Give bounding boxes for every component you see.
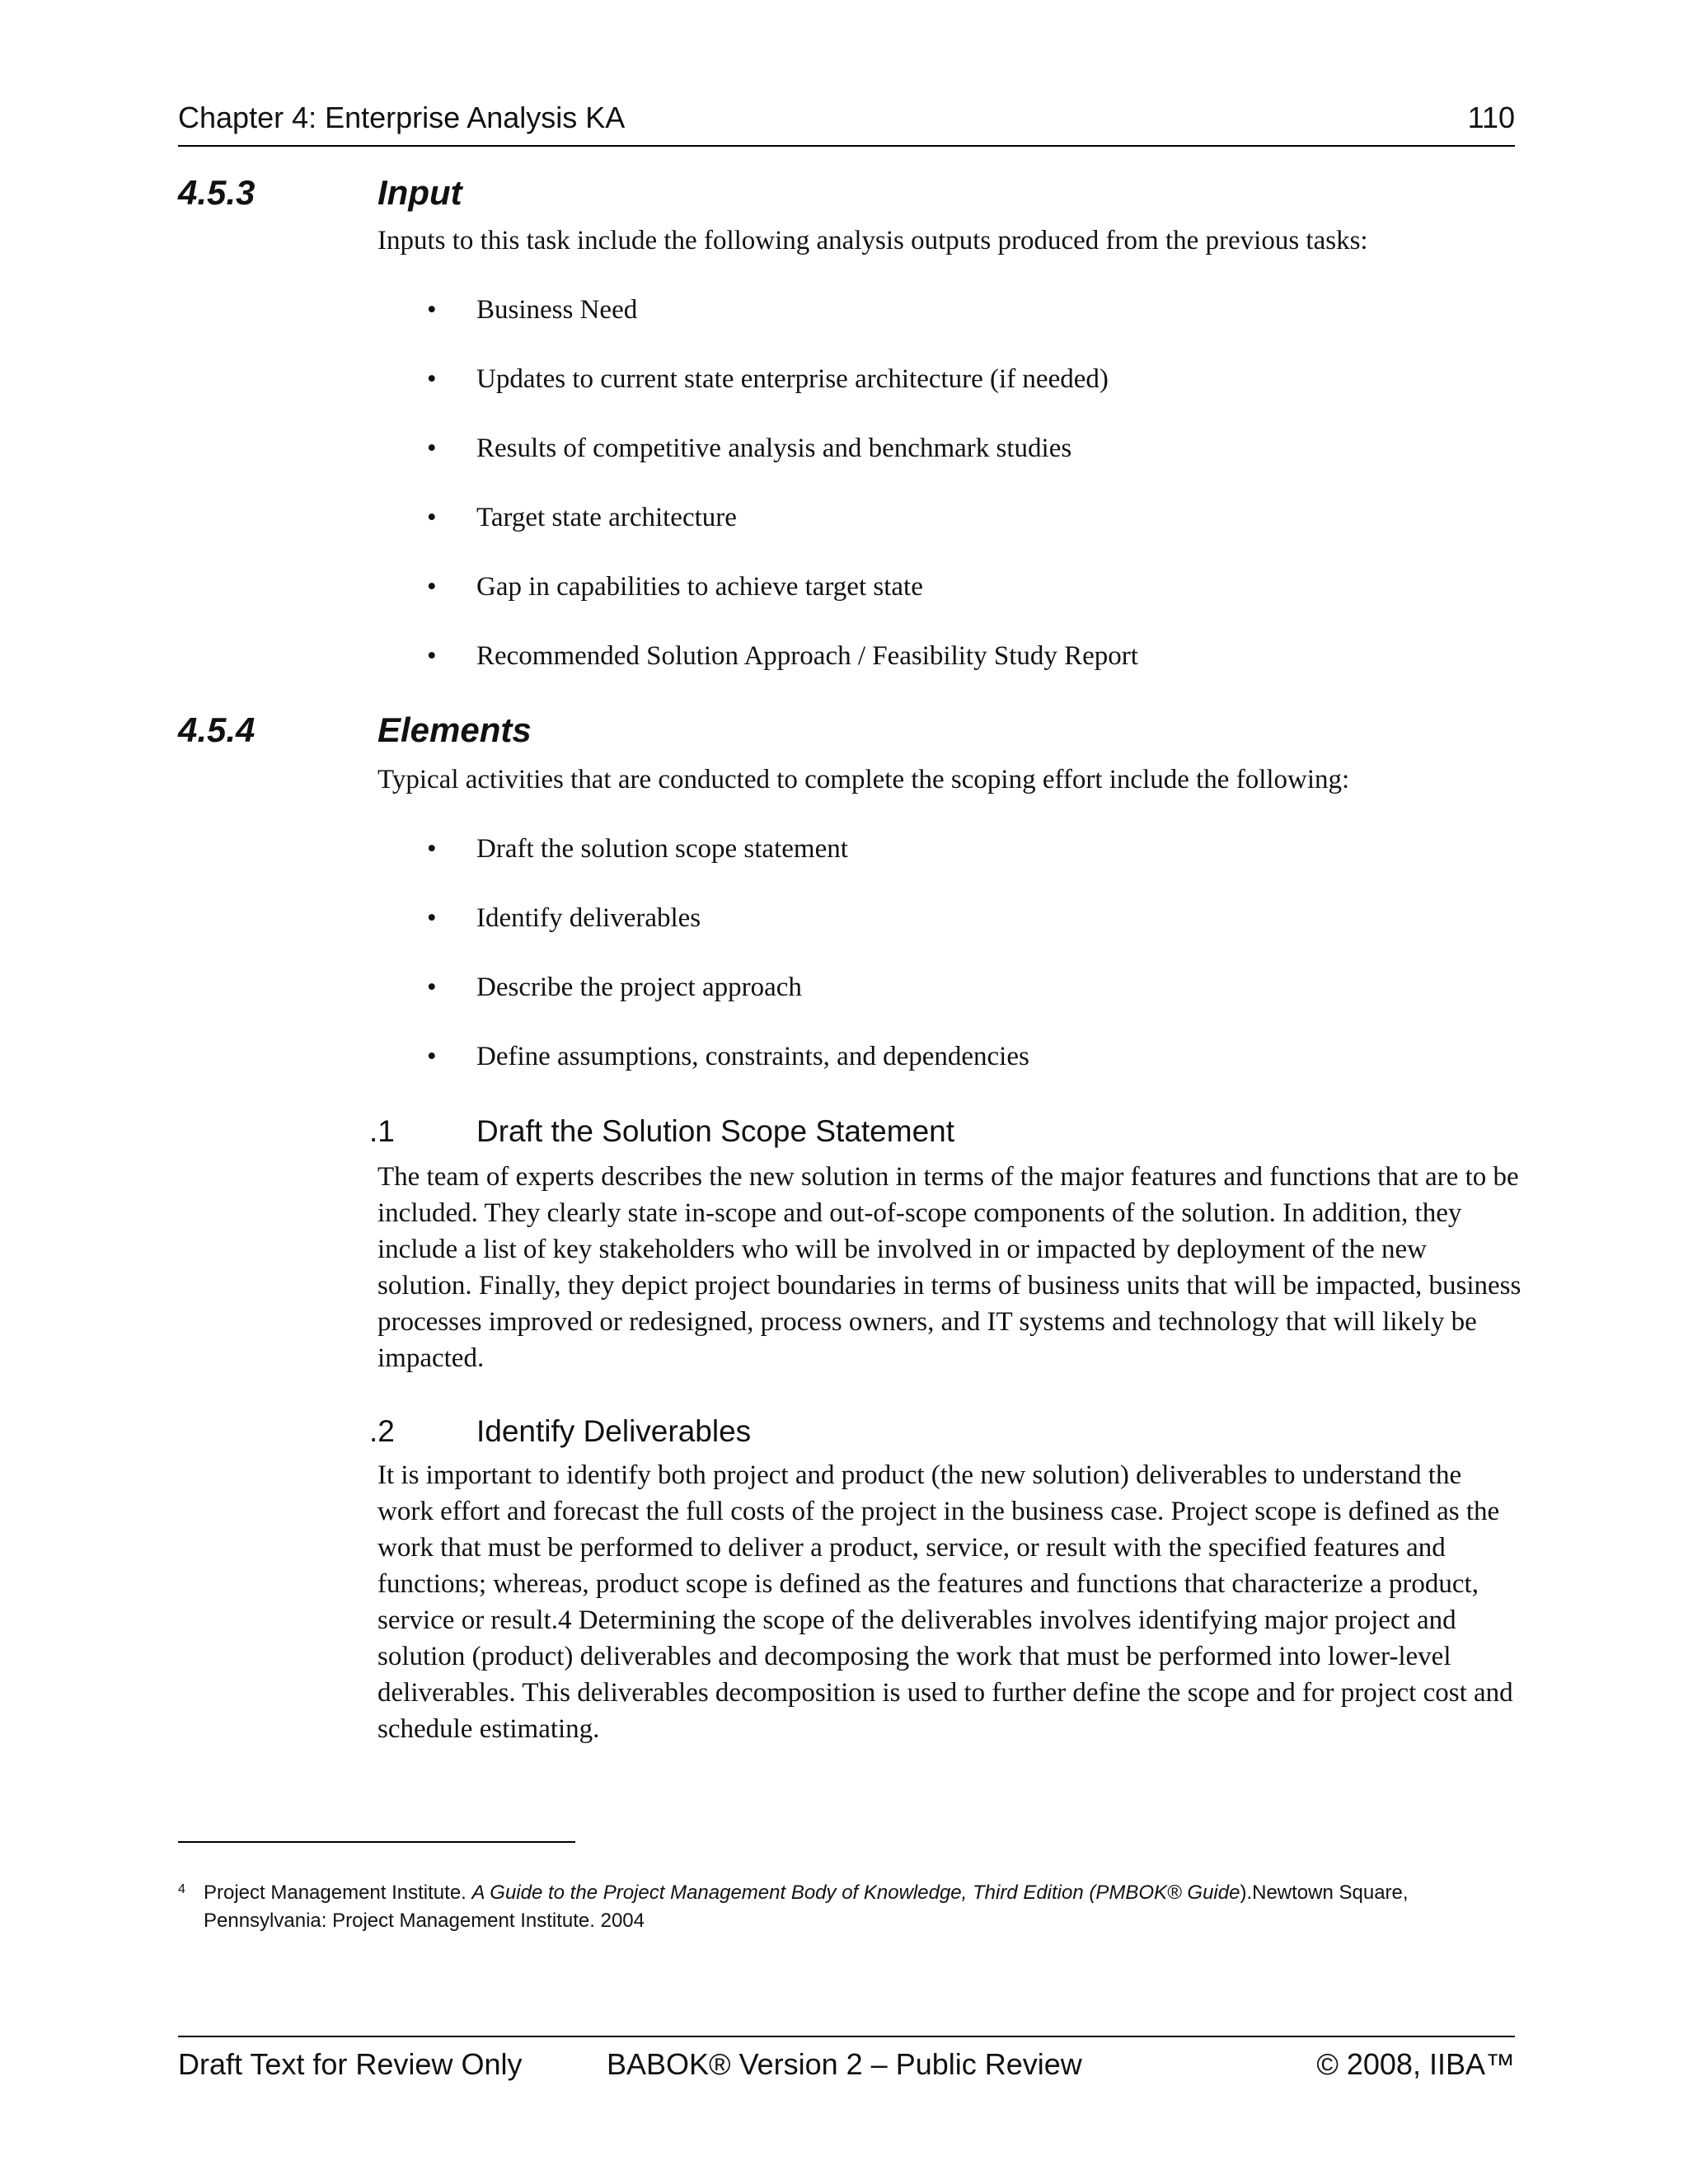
list-item: • Business Need bbox=[377, 292, 1515, 361]
bullet-icon: • bbox=[427, 364, 437, 394]
section-number: 4.5.4 bbox=[178, 710, 256, 749]
bullet-icon: • bbox=[427, 295, 437, 325]
subsection-title: Draft the Solution Scope Statement bbox=[476, 1114, 955, 1148]
section-number: 4.5.3 bbox=[178, 173, 256, 212]
section-intro: Inputs to this task include the following analysis outputs produced from the previous tasks: bbox=[377, 226, 1368, 255]
bullet-icon: • bbox=[427, 903, 437, 933]
footer-draft-note: Draft Text for Review Only bbox=[178, 2047, 523, 2081]
section-title: Elements bbox=[377, 710, 532, 749]
bullet-icon: • bbox=[427, 834, 437, 864]
footnote bbox=[178, 1879, 1522, 1935]
list-item: • Recommended Solution Approach / Feasibility Study Report bbox=[377, 638, 1515, 707]
subsection-title: Identify Deliverables bbox=[476, 1414, 752, 1448]
bullet-icon: • bbox=[427, 972, 437, 1002]
page-header bbox=[178, 97, 1515, 147]
footnote-suffix: ).Newtown Square, Pennsylvania: Project Management Institute. 2004 bbox=[204, 1882, 1409, 1932]
footnote-prefix: Project Management Institute. bbox=[204, 1882, 472, 1904]
subsection-body: It is important to identify both project and product (the new solution) deliverables to understand the work effort and forecast the full costs of the project in the business case. Project scope is defined as the work that must be performed to deliver a product, service, or result with the specified features and functions; whereas, product scope is defined as the features and functions that characterize a product, service or result.4 Determining the scope of the deliverables involves identifying major project and solution (product) deliverables and decomposing the work that must be performed into lower-level deliverables. This deliverables decomposition is used to further define the scope and for project cost and schedule estimating. bbox=[377, 1460, 1513, 1744]
list-item: • Target state architecture bbox=[377, 499, 1515, 569]
footnote-divider bbox=[178, 1841, 575, 1843]
bullet-icon: • bbox=[427, 641, 437, 671]
bullet-icon: • bbox=[427, 503, 437, 532]
footnote-mark: 4 bbox=[178, 1882, 185, 1896]
list-item: • Results of competitive analysis and benchmark studies bbox=[377, 430, 1515, 499]
footer-version: BABOK® Version 2 – Public Review bbox=[607, 2047, 1082, 2081]
list-item: • Identify deliverables bbox=[377, 900, 1515, 969]
page-footer bbox=[178, 2036, 1515, 2087]
page-number: 110 bbox=[1467, 101, 1515, 134]
list-item: • Updates to current state enterprise architecture (if needed) bbox=[377, 361, 1515, 430]
bullet-icon: • bbox=[427, 434, 437, 463]
elements-list bbox=[377, 831, 1515, 1108]
list-item: • Describe the project approach bbox=[377, 969, 1515, 1038]
section-title: Input bbox=[377, 173, 462, 212]
list-item: • Define assumptions, constraints, and dependencies bbox=[377, 1038, 1515, 1108]
input-list bbox=[377, 292, 1515, 707]
section-intro: Typical activities that are conducted to complete the scoping effort include the following: bbox=[377, 765, 1350, 794]
subsection-number: .2 bbox=[369, 1414, 395, 1448]
footnote-book-title: A Guide to the Project Management Body of Knowledge, Third Edition (PMBOK® Guide bbox=[471, 1882, 1240, 1904]
subsection-number: .1 bbox=[369, 1114, 395, 1148]
footer-copyright: © 2008, IIBA™ bbox=[1316, 2047, 1515, 2081]
subsection-body: The team of experts describes the new solution in terms of the major features and functions that are to be included. They clearly state in-scope and out-of-scope components of the solution. In addition, they include a list of key stakeholders who will be involved in or impacted by deployment of the new solution. Finally, they depict project boundaries in terms of business units that will be impacted, business processes improved or redesigned, process owners, and IT systems and technology that will likely be impacted. bbox=[377, 1162, 1522, 1373]
bullet-icon: • bbox=[427, 572, 437, 602]
list-item: • Draft the solution scope statement bbox=[377, 831, 1515, 900]
list-item: • Gap in capabilities to achieve target state bbox=[377, 569, 1515, 638]
chapter-title: Chapter 4: Enterprise Analysis KA bbox=[178, 101, 626, 134]
bullet-icon: • bbox=[427, 1042, 437, 1071]
